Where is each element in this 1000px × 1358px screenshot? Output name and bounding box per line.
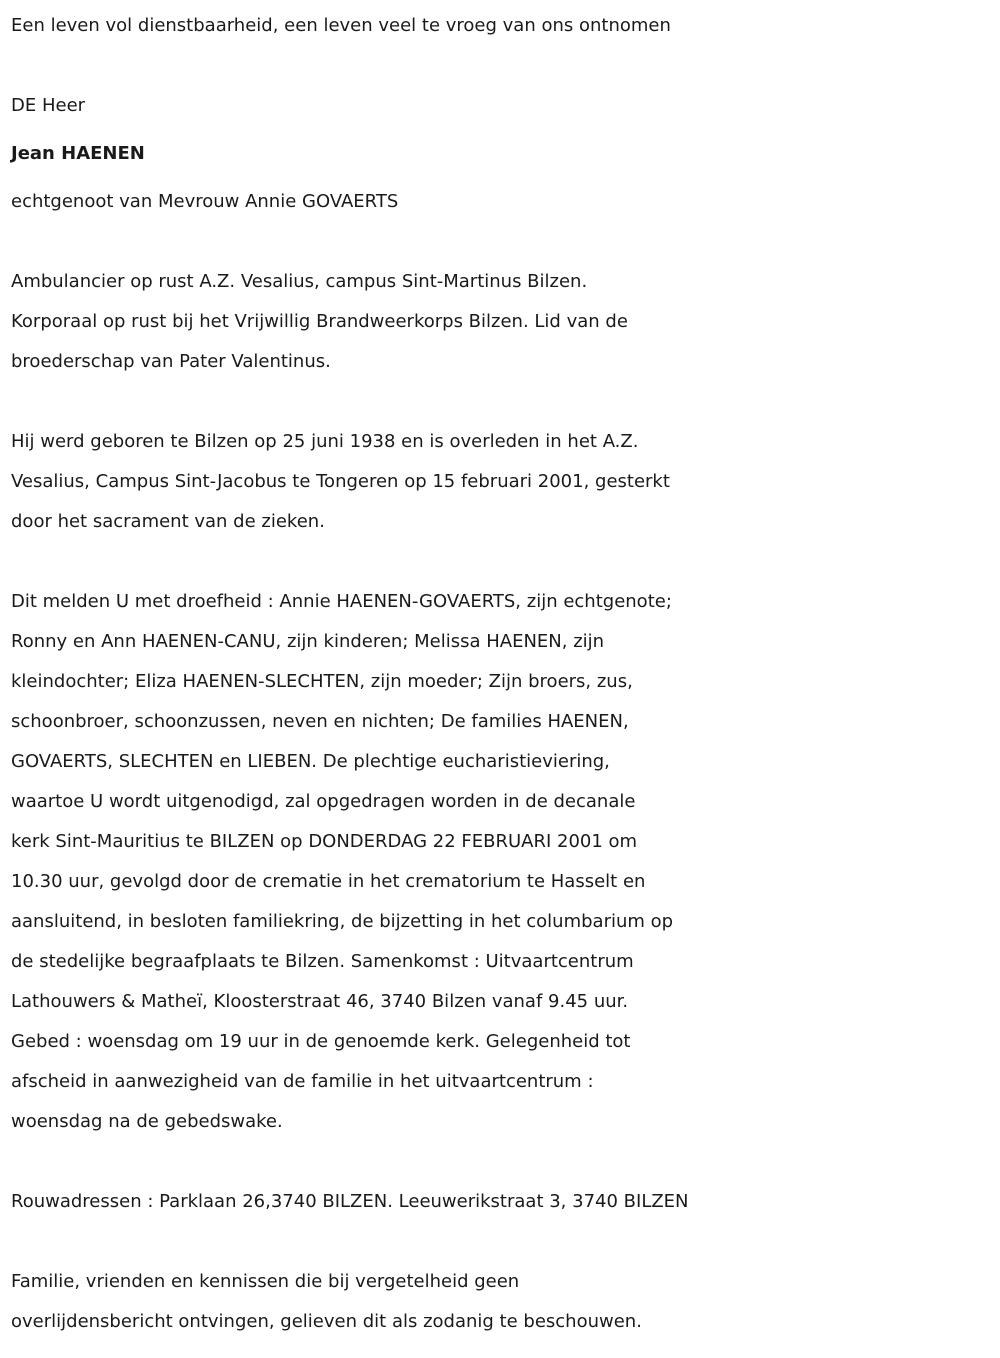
announcement-line: kleindochter; Eliza HAENEN-SLECHTEN, zijn moeder; Zijn broers, zus, bbox=[11, 671, 633, 692]
closing-line: overlijdensbericht ontvingen, gelieven dit als zodanig te beschouwen. bbox=[11, 1311, 642, 1332]
spacer bbox=[11, 382, 990, 422]
announcement-line: afscheid in aanwezigheid van de familie in het uitvaartcentrum : bbox=[11, 1071, 594, 1092]
announcement-line: waartoe U wordt uitgenodigd, zal opgedragen worden in de decanale bbox=[11, 791, 636, 812]
birth-death-line: Hij werd geboren te Bilzen op 25 juni 1938 en is overleden in het A.Z. bbox=[11, 431, 639, 452]
announcement-line: aansluitend, in besloten familiekring, de bijzetting in het columbarium op bbox=[11, 911, 674, 932]
addresses-line: Rouwadressen : Parklaan 26,3740 BILZEN. Leeuwerikstraat 3, 3740 BILZEN bbox=[11, 1191, 689, 1212]
announcement-line: woensdag na de gebedswake. bbox=[11, 1111, 283, 1132]
career-line: broederschap van Pater Valentinus. bbox=[11, 351, 331, 372]
birth-death-line: Vesalius, Campus Sint-Jacobus te Tongeren op 15 februari 2001, gesterkt bbox=[11, 471, 670, 492]
birth-death-line: door het sacrament van de zieken. bbox=[11, 511, 325, 532]
career-line: Ambulancier op rust A.Z. Vesalius, campus Sint-Martinus Bilzen. bbox=[11, 271, 588, 292]
closing-paragraph bbox=[11, 1262, 990, 1342]
salutation: DE Heer bbox=[11, 95, 86, 116]
announcement-line: kerk Sint-Mauritius te BILZEN op DONDERDAG 22 FEBRUARI 2001 om bbox=[11, 831, 638, 852]
closing-line: Familie, vrienden en kennissen die bij vergetelheid geen bbox=[11, 1271, 520, 1292]
spacer bbox=[11, 542, 990, 582]
birth-death-paragraph bbox=[11, 422, 990, 542]
announcement-line: Dit melden U met droefheid : Annie HAENEN-GOVAERTS, zijn echtgenote; bbox=[11, 591, 672, 612]
spacer bbox=[11, 1222, 990, 1262]
announcement-line: Gebed : woensdag om 19 uur in de genoemde kerk. Gelegenheid tot bbox=[11, 1031, 631, 1052]
announcement-line: Lathouwers & Matheï, Kloosterstraat 46, 3740 Bilzen vanaf 9.45 uur. bbox=[11, 991, 629, 1012]
announcement-line: 10.30 uur, gevolgd door de crematie in het crematorium te Hasselt en bbox=[11, 871, 646, 892]
spouse-line: echtgenoot van Mevrouw Annie GOVAERTS bbox=[11, 191, 399, 212]
announcement-line: Ronny en Ann HAENEN-CANU, zijn kinderen; Melissa HAENEN, zijn bbox=[11, 631, 605, 652]
spacer bbox=[11, 46, 990, 86]
career-paragraph bbox=[11, 262, 990, 382]
deceased-name: Jean HAENEN bbox=[11, 143, 145, 164]
announcement-paragraph bbox=[11, 582, 990, 1142]
announcement-line: GOVAERTS, SLECHTEN en LIEBEN. De plechtige eucharistieviering, bbox=[11, 751, 610, 772]
career-line: Korporaal op rust bij het Vrijwillig Brandweerkorps Bilzen. Lid van de bbox=[11, 311, 628, 332]
heading: Een leven vol dienstbaarheid, een leven veel te vroeg van ons ontnomen bbox=[11, 15, 671, 36]
spacer bbox=[11, 1142, 990, 1182]
announcement-line: de stedelijke begraafplaats te Bilzen. Samenkomst : Uitvaartcentrum bbox=[11, 951, 634, 972]
spacer bbox=[11, 222, 990, 262]
announcement-line: schoonbroer, schoonzussen, neven en nichten; De families HAENEN, bbox=[11, 711, 629, 732]
